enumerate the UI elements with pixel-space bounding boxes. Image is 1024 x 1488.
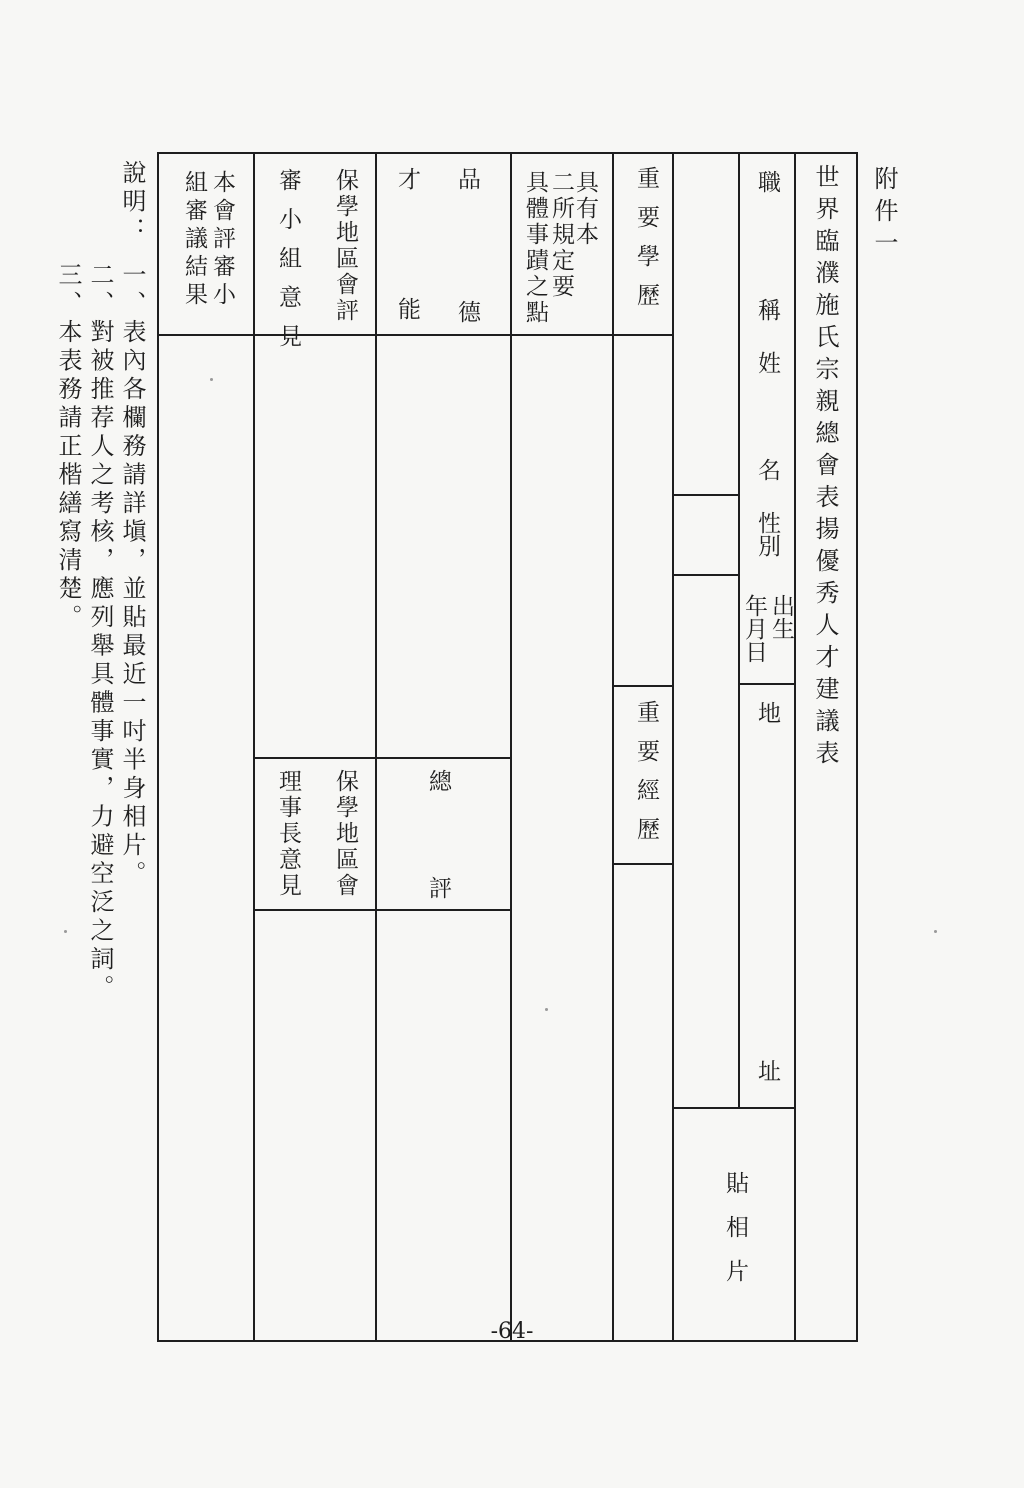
scan-speck	[64, 930, 67, 933]
photo-label-char2: 相	[722, 1215, 748, 1238]
review-column-line	[253, 152, 255, 1342]
photo-label-char1: 貼	[722, 1171, 748, 1194]
scan-speck	[210, 378, 213, 381]
address-label-char1: 地	[754, 701, 780, 724]
education-label: 重要學歷	[633, 166, 659, 322]
experience-top-line	[612, 685, 674, 687]
note-item-1: 一、表內各欄務請詳塡，並貼最近一吋半身相片。	[118, 262, 146, 889]
table-right-border	[856, 152, 858, 1342]
talent-label-char1: 才	[394, 167, 420, 190]
experience-label: 重要經歷	[633, 700, 659, 856]
overall-top-line	[253, 757, 512, 759]
overall-label-char1: 總	[425, 769, 451, 792]
virtue-column-line	[375, 152, 377, 1342]
name-label-char2: 名	[754, 458, 780, 481]
deeds-label-col3: 具體事蹟之點	[522, 170, 548, 326]
committee-label-col2: 組審議結果	[181, 170, 207, 310]
gender-row-line	[672, 574, 740, 576]
birth-row-line	[738, 683, 796, 685]
name-row-line	[672, 494, 740, 496]
note-item-2: 二、對被推荐人之考核，應列舉具體事實，力避空泛之詞。	[86, 262, 114, 1003]
address-label-char2: 址	[754, 1059, 780, 1082]
title-column-line	[794, 152, 796, 1342]
page-number: -64-	[490, 1319, 534, 1344]
info-column-line	[672, 152, 674, 1342]
experience-bottom-line	[612, 863, 674, 865]
table-top-border	[157, 152, 858, 154]
talent-label-char2: 能	[394, 297, 420, 320]
district-review-label-col1: 保學地區會評	[332, 168, 358, 324]
virtue-label-char2: 德	[454, 300, 480, 323]
photo-label-char3: 片	[722, 1259, 748, 1282]
note-item-3: 三、本表務請正楷繕寫清楚。	[54, 262, 82, 633]
form-title: 世界臨濮施氏宗親總會表揚優秀人才建議表	[811, 164, 839, 772]
birth-label-col2: 年月日	[741, 594, 767, 663]
scan-speck	[934, 930, 937, 933]
header-row-line	[157, 334, 673, 336]
position-label-char2: 稱	[754, 298, 780, 321]
deeds-column-line	[510, 152, 512, 1342]
deeds-label-col2: 二所規定要	[548, 170, 574, 300]
attachment-label: 附件一	[870, 166, 898, 262]
district-review-label-col2: 審小組意見	[275, 168, 301, 363]
scan-speck	[545, 1008, 548, 1011]
table-left-border	[157, 152, 159, 1342]
deeds-label-col1: 具有本	[572, 170, 598, 248]
history-column-line	[612, 152, 614, 1342]
notes-heading: 說明：	[118, 160, 146, 246]
name-label-char1: 姓	[754, 351, 780, 374]
overall-label-char2: 評	[425, 876, 451, 899]
position-label-char1: 職	[754, 170, 780, 193]
photo-top-line	[672, 1107, 796, 1109]
birth-label-col1: 出生	[768, 594, 794, 640]
chairman-label-col1: 保學地區會	[332, 769, 358, 899]
label-column-line	[738, 152, 740, 1109]
gender-label: 性別	[754, 511, 780, 557]
committee-label-col1: 本會評審小	[209, 170, 235, 310]
virtue-label-char1: 品	[454, 167, 480, 190]
chairman-label-col2: 理事長意見	[275, 769, 301, 899]
overall-bottom-line	[253, 909, 512, 911]
